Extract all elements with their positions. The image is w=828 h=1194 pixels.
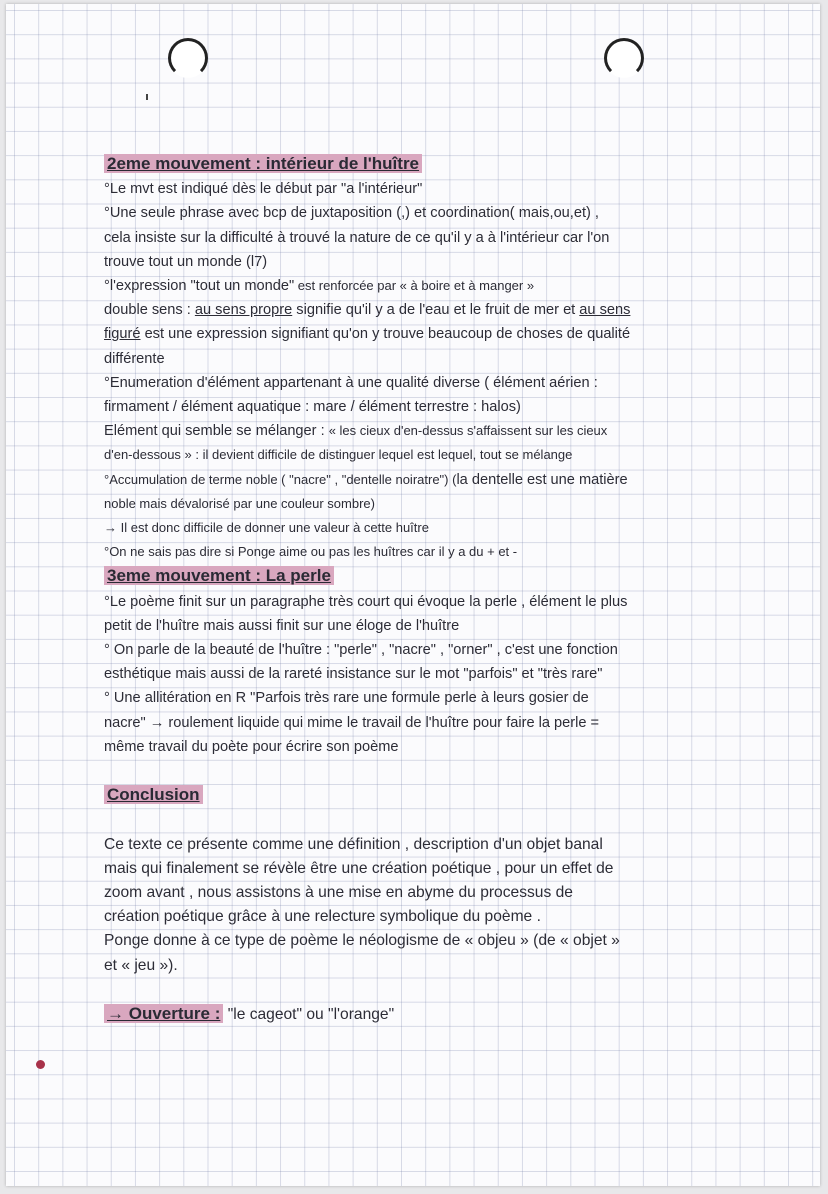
note-line: °l'expression "tout un monde" est renforcée par « à boire et à manger » — [104, 278, 535, 295]
note-line: noble mais dévalorisé par une couleur sombre) — [104, 495, 375, 511]
conclusion-line: création poétique grâce à une relecture symbolique du poème . — [104, 908, 541, 926]
note-line: Elément qui semble se mélanger : « les cieux d'en-dessus s'affaissent sur les cieux — [104, 423, 608, 440]
ouverture-text: "le cageot" ou "l'orange" — [223, 1006, 395, 1024]
note-line: °Le poème finit sur un paragraphe très court qui évoque la perle , élément le plus — [104, 593, 628, 610]
punch-hole-right — [604, 38, 644, 78]
note-line: °Le mvt est indiqué dès le début par "a l'intérieur" — [104, 181, 423, 198]
heading-conclusion: Conclusion — [104, 785, 203, 804]
conclusion-line: Ce texte ce présente comme une définition , description d'un objet banal — [104, 835, 603, 853]
note-line: °Accumulation de terme noble ( "nacre" , "dentelle noiratre") (la dentelle est une matière — [104, 471, 628, 488]
punch-hole-left — [168, 38, 208, 78]
heading-mouvement-3: 3eme mouvement : La perle — [104, 566, 334, 585]
notes-content — [104, 152, 716, 1027]
heading-mouvement-2: 2eme mouvement : intérieur de l'huître — [104, 154, 422, 173]
note-line: ° Une allitération en R "Parfois très rare une formule perle à leurs gosier de — [104, 690, 589, 707]
conclusion-line: et « jeu »). — [104, 956, 178, 974]
note-line: nacre" → roulement liquide qui mime le travail de l'huître pour faire la perle = — [104, 714, 600, 731]
note-line: cela insiste sur la difficulté à trouvé la nature de ce qu'il y a à l'intérieur car l'on — [104, 229, 610, 246]
conclusion-line: zoom avant , nous assistons à une mise en abyme du processus de — [104, 884, 573, 902]
note-line: figuré est une expression signifiant qu'on y trouve beaucoup de choses de qualité — [104, 326, 631, 343]
pen-mark — [146, 94, 148, 100]
note-line: différente — [104, 350, 165, 367]
conclusion-line: Ponge donne à ce type de poème le néologisme de « objeu » (de « objet » — [104, 932, 620, 950]
note-line: d'en-dessous » : il devient difficile de distinguer lequel est lequel, tout se mélange — [104, 447, 573, 463]
note-line: °On ne sais pas dire si Ponge aime ou pas les huîtres car il y a du + et - — [104, 544, 518, 560]
note-line: firmament / élément aquatique : mare / élément terrestre : halos) — [104, 399, 521, 416]
heading-ouverture: → Ouverture : — [104, 1004, 223, 1023]
note-line: petit de l'huître mais aussi finit sur une éloge de l'huître — [104, 617, 460, 634]
note-line: → Il est donc difficile de donner une valeur à cette huître — [104, 520, 429, 536]
conclusion-line: mais qui finalement se révèle être une création poétique , pour un effet de — [104, 859, 614, 877]
note-line: ° On parle de la beauté de l'huître : "perle" , "nacre" , "orner" , c'est une fonction — [104, 642, 618, 659]
note-line: °Enumeration d'élément appartenant à une qualité diverse ( élément aérien : — [104, 374, 598, 391]
margin-dot — [36, 1060, 45, 1069]
note-line: double sens : au sens propre signifie qu'il y a de l'eau et le fruit de mer et au sens — [104, 302, 631, 319]
note-line: trouve tout un monde (l7) — [104, 253, 268, 270]
note-line: °Une seule phrase avec bcp de juxtaposition (,) et coordination( mais,ou,et) , — [104, 205, 599, 222]
note-line: esthétique mais aussi de la rareté insistance sur le mot "parfois" et "très rare" — [104, 666, 603, 683]
note-line: même travail du poète pour écrire son poème — [104, 738, 399, 755]
